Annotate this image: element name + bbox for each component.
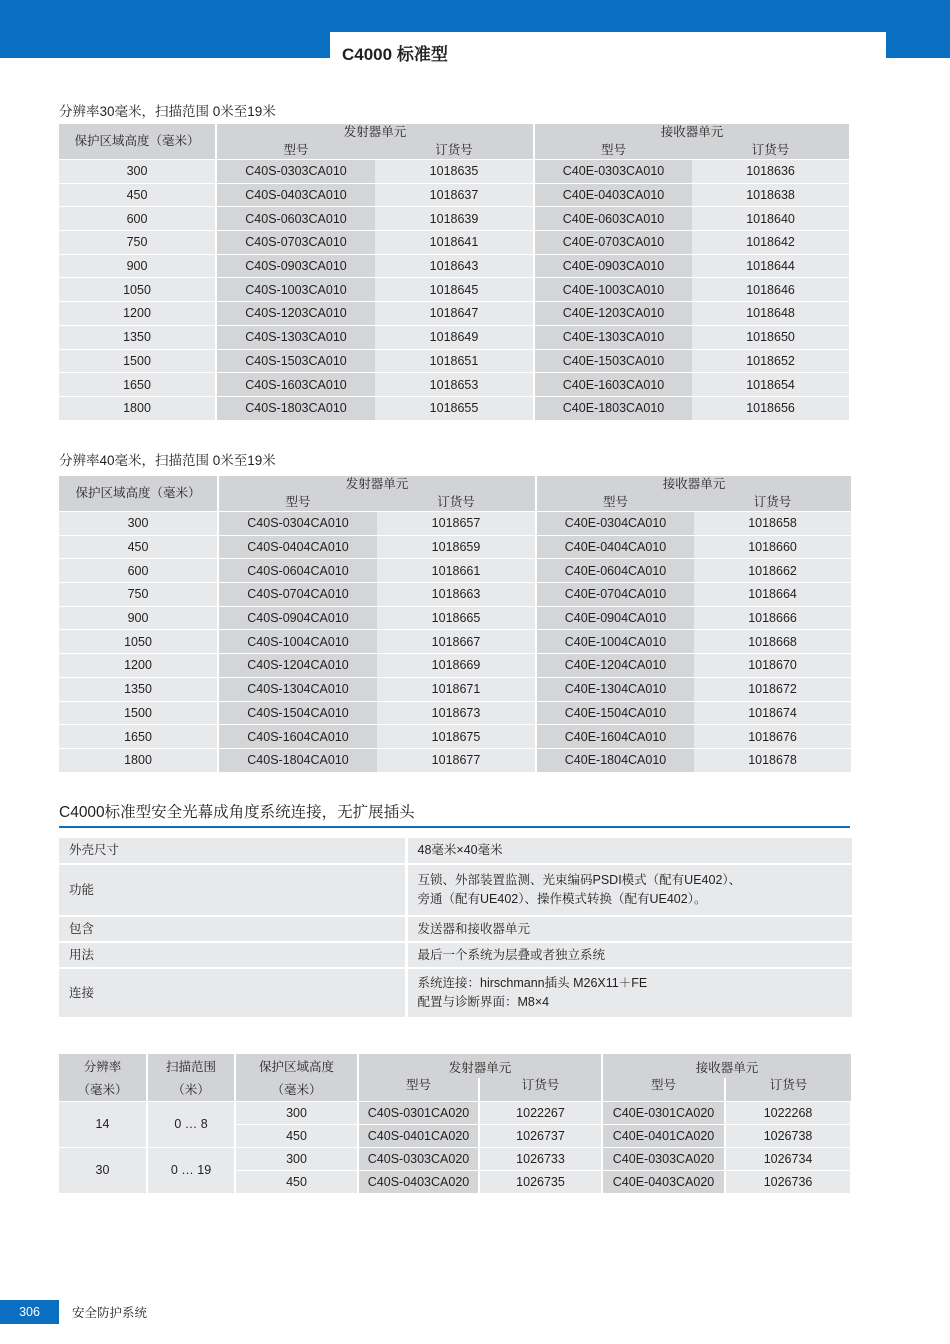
prop-label: 功能 bbox=[59, 864, 406, 916]
receiver-order-cell: 1018652 bbox=[692, 349, 849, 373]
emitter-model-cell: C40S-0404CA010 bbox=[218, 535, 377, 559]
table-row bbox=[59, 396, 849, 419]
order-table-40mm bbox=[59, 476, 851, 772]
emitter-model-header: 型号 bbox=[358, 1078, 479, 1101]
prop-value-line: 最后一个系统为层叠或者独立系统 bbox=[417, 947, 606, 962]
emitter-model-cell: C40S-0703CA010 bbox=[216, 231, 375, 255]
receiver-model-cell: C40E-1303CA010 bbox=[534, 325, 692, 349]
prop-value-line: 互锁、外部装置监测、光束编码PSDI模式（配有UE402）、 bbox=[417, 873, 742, 887]
table-row bbox=[59, 1147, 851, 1170]
receiver-order-header: 订货号 bbox=[692, 141, 849, 160]
height-cell: 1500 bbox=[59, 349, 216, 373]
page-number: 306 bbox=[0, 1300, 59, 1324]
height-cell: 1200 bbox=[59, 654, 218, 678]
emitter-order-cell: 1026737 bbox=[479, 1124, 602, 1147]
emitter-model-cell: C40S-0704CA010 bbox=[218, 583, 377, 607]
receiver-order-cell: 1018664 bbox=[694, 583, 851, 607]
emitter-model-cell: C40S-0403CA020 bbox=[358, 1170, 479, 1193]
table2-body bbox=[59, 512, 851, 772]
receiver-model-cell: C40E-0401CA020 bbox=[602, 1124, 725, 1147]
height-cell: 300 bbox=[235, 1147, 358, 1170]
emitter-order-cell: 1018659 bbox=[377, 535, 536, 559]
receiver-order-cell: 1018646 bbox=[692, 278, 849, 302]
table-row bbox=[59, 231, 849, 255]
height-cell: 300 bbox=[59, 160, 216, 184]
receiver-order-cell: 1018656 bbox=[692, 396, 849, 419]
height-cell: 300 bbox=[235, 1101, 358, 1124]
receiver-model-cell: C40E-1803CA010 bbox=[534, 396, 692, 419]
prop-value bbox=[406, 916, 852, 942]
emitter-model-cell: C40S-1303CA010 bbox=[216, 325, 375, 349]
emitter-order-cell: 1018645 bbox=[375, 278, 534, 302]
table-row bbox=[59, 207, 849, 231]
emitter-order-header: 订货号 bbox=[375, 141, 534, 160]
receiver-model-cell: C40E-0404CA010 bbox=[536, 535, 694, 559]
emitter-order-cell: 1018673 bbox=[377, 701, 536, 725]
emitter-model-cell: C40S-1503CA010 bbox=[216, 349, 375, 373]
prop-label: 外壳尺寸 bbox=[59, 838, 406, 864]
receiver-order-cell: 1018650 bbox=[692, 325, 849, 349]
prop-value-line: 发送器和接收器单元 bbox=[417, 921, 531, 936]
receiver-model-cell: C40E-0303CA010 bbox=[534, 160, 692, 184]
height-cell: 1800 bbox=[59, 396, 216, 419]
height-cell: 450 bbox=[59, 183, 216, 207]
resolution-cell: 14 bbox=[59, 1101, 147, 1147]
emitter-order-header: 订货号 bbox=[377, 493, 536, 512]
height-cell: 450 bbox=[235, 1170, 358, 1193]
receiver-model-cell: C40E-1004CA010 bbox=[536, 630, 694, 654]
emitter-model-cell: C40S-1803CA010 bbox=[216, 396, 375, 419]
receiver-group-header: 接收器单元 bbox=[602, 1054, 851, 1078]
emitter-model-cell: C40S-0303CA020 bbox=[358, 1147, 479, 1170]
table-row bbox=[59, 254, 849, 278]
prop-value bbox=[406, 942, 852, 968]
receiver-order-header: 订货号 bbox=[725, 1078, 851, 1101]
receiver-model-cell: C40E-0301CA020 bbox=[602, 1101, 725, 1124]
emitter-model-cell: C40S-1604CA010 bbox=[218, 725, 377, 749]
receiver-order-cell: 1018668 bbox=[694, 630, 851, 654]
receiver-model-cell: C40E-0603CA010 bbox=[534, 207, 692, 231]
receiver-order-cell: 1018654 bbox=[692, 373, 849, 397]
receiver-order-cell: 1018674 bbox=[694, 701, 851, 725]
emitter-order-cell: 1018675 bbox=[377, 725, 536, 749]
prop-value-line: 配置与诊断界面：M8×4 bbox=[417, 995, 550, 1009]
col-height-header: 保护区域高度 bbox=[235, 1054, 358, 1078]
table-row bbox=[59, 701, 851, 725]
height-cell: 600 bbox=[59, 207, 216, 231]
receiver-model-cell: C40E-0704CA010 bbox=[536, 583, 694, 607]
receiver-model-cell: C40E-0903CA010 bbox=[534, 254, 692, 278]
receiver-model-cell: C40E-1604CA010 bbox=[536, 725, 694, 749]
table-row bbox=[59, 349, 849, 373]
emitter-model-cell: C40S-0604CA010 bbox=[218, 559, 377, 583]
properties-table bbox=[59, 838, 852, 1019]
emitter-model-cell: C40S-0403CA010 bbox=[216, 183, 375, 207]
height-cell: 1050 bbox=[59, 630, 218, 654]
emitter-order-cell: 1018637 bbox=[375, 183, 534, 207]
emitter-order-cell: 1018665 bbox=[377, 606, 536, 630]
col-height-unit: （毫米） bbox=[235, 1078, 358, 1101]
col-range-unit: （米） bbox=[147, 1078, 235, 1101]
receiver-order-header: 订货号 bbox=[694, 493, 851, 512]
resolution-cell: 30 bbox=[59, 1147, 147, 1193]
receiver-model-header: 型号 bbox=[536, 493, 694, 512]
emitter-model-cell: C40S-1603CA010 bbox=[216, 373, 375, 397]
height-cell: 1800 bbox=[59, 748, 218, 771]
table-row bbox=[59, 725, 851, 749]
emitter-order-cell: 1018641 bbox=[375, 231, 534, 255]
receiver-order-cell: 1026738 bbox=[725, 1124, 851, 1147]
emitter-order-cell: 1018649 bbox=[375, 325, 534, 349]
table-row bbox=[59, 583, 851, 607]
emitter-model-cell: C40S-1304CA010 bbox=[218, 677, 377, 701]
emitter-model-cell: C40S-1004CA010 bbox=[218, 630, 377, 654]
height-cell: 450 bbox=[235, 1124, 358, 1147]
table-row bbox=[59, 630, 851, 654]
emitter-order-cell: 1018647 bbox=[375, 302, 534, 326]
receiver-order-cell: 1018662 bbox=[694, 559, 851, 583]
footer-section: 安全防护系统 bbox=[72, 1306, 148, 1320]
table-row bbox=[59, 160, 849, 184]
emitter-model-cell: C40S-0303CA010 bbox=[216, 160, 375, 184]
receiver-order-cell: 1018636 bbox=[692, 160, 849, 184]
height-cell: 1350 bbox=[59, 325, 216, 349]
table-row bbox=[59, 677, 851, 701]
emitter-order-cell: 1018653 bbox=[375, 373, 534, 397]
height-cell: 450 bbox=[59, 535, 218, 559]
heading-rule bbox=[59, 826, 850, 828]
emitter-order-cell: 1018663 bbox=[377, 583, 536, 607]
height-cell: 300 bbox=[59, 512, 218, 536]
emitter-model-header: 型号 bbox=[218, 493, 377, 512]
receiver-order-cell: 1018676 bbox=[694, 725, 851, 749]
receiver-group-header: 接收器单元 bbox=[534, 124, 849, 141]
table2-caption: 分辨率40毫米，扫描范围 0米至19米 bbox=[59, 453, 276, 468]
table-row bbox=[59, 559, 851, 583]
receiver-model-cell: C40E-1603CA010 bbox=[534, 373, 692, 397]
emitter-order-cell: 1026733 bbox=[479, 1147, 602, 1170]
height-cell: 1200 bbox=[59, 302, 216, 326]
emitter-order-header: 订货号 bbox=[479, 1078, 602, 1101]
receiver-model-cell: C40E-1503CA010 bbox=[534, 349, 692, 373]
emitter-order-cell: 1018651 bbox=[375, 349, 534, 373]
receiver-model-cell: C40E-0304CA010 bbox=[536, 512, 694, 536]
receiver-model-header: 型号 bbox=[534, 141, 692, 160]
height-cell: 1650 bbox=[59, 725, 218, 749]
height-cell: 750 bbox=[59, 583, 218, 607]
receiver-model-cell: C40E-0604CA010 bbox=[536, 559, 694, 583]
title-tab bbox=[330, 32, 886, 64]
receiver-model-cell: C40E-1204CA010 bbox=[536, 654, 694, 678]
receiver-order-cell: 1018640 bbox=[692, 207, 849, 231]
receiver-order-cell: 1026736 bbox=[725, 1170, 851, 1193]
range-cell: 0 … 8 bbox=[147, 1101, 235, 1147]
emitter-order-cell: 1018643 bbox=[375, 254, 534, 278]
angle-order-table bbox=[59, 1054, 852, 1193]
prop-value bbox=[406, 968, 852, 1018]
receiver-order-cell: 1018644 bbox=[692, 254, 849, 278]
table-row bbox=[59, 748, 851, 771]
col-res-header: 分辨率 bbox=[59, 1054, 147, 1078]
receiver-group-header: 接收器单元 bbox=[536, 476, 851, 493]
emitter-order-cell: 1018669 bbox=[377, 654, 536, 678]
table-row bbox=[59, 278, 849, 302]
receiver-order-cell: 1018678 bbox=[694, 748, 851, 771]
emitter-model-cell: C40S-0903CA010 bbox=[216, 254, 375, 278]
receiver-order-cell: 1018660 bbox=[694, 535, 851, 559]
receiver-order-cell: 1018666 bbox=[694, 606, 851, 630]
prop-value-line: 系统连接：hirschmann插头 M26X11＋FE bbox=[417, 976, 648, 990]
emitter-model-cell: C40S-1204CA010 bbox=[218, 654, 377, 678]
height-cell: 1350 bbox=[59, 677, 218, 701]
prop-value bbox=[406, 838, 852, 864]
emitter-order-cell: 1018635 bbox=[375, 160, 534, 184]
receiver-model-cell: C40E-1804CA010 bbox=[536, 748, 694, 771]
emitter-model-cell: C40S-1003CA010 bbox=[216, 278, 375, 302]
table-row bbox=[59, 535, 851, 559]
emitter-order-cell: 1018661 bbox=[377, 559, 536, 583]
emitter-order-cell: 1018639 bbox=[375, 207, 534, 231]
receiver-model-cell: C40E-0403CA010 bbox=[534, 183, 692, 207]
angle-section-heading: C4000标准型安全光幕成角度系统连接，无扩展插头 bbox=[59, 804, 415, 821]
prop-value bbox=[406, 864, 852, 916]
table-row bbox=[59, 1101, 851, 1124]
emitter-model-cell: C40S-0304CA010 bbox=[218, 512, 377, 536]
receiver-order-cell: 1018658 bbox=[694, 512, 851, 536]
height-cell: 750 bbox=[59, 231, 216, 255]
receiver-model-cell: C40E-0904CA010 bbox=[536, 606, 694, 630]
emitter-model-cell: C40S-1804CA010 bbox=[218, 748, 377, 771]
emitter-model-cell: C40S-0603CA010 bbox=[216, 207, 375, 231]
table-row bbox=[59, 606, 851, 630]
receiver-model-cell: C40E-1504CA010 bbox=[536, 701, 694, 725]
emitter-model-cell: C40S-0301CA020 bbox=[358, 1101, 479, 1124]
table-row bbox=[59, 654, 851, 678]
angle-table-body bbox=[59, 1101, 851, 1193]
receiver-model-cell: C40E-0703CA010 bbox=[534, 231, 692, 255]
table1-body bbox=[59, 160, 849, 420]
col-height-header: 保护区域高度（毫米） bbox=[59, 476, 218, 512]
height-cell: 900 bbox=[59, 254, 216, 278]
emitter-order-cell: 1022267 bbox=[479, 1101, 602, 1124]
col-range-header: 扫描范围 bbox=[147, 1054, 235, 1078]
emitter-model-cell: C40S-1203CA010 bbox=[216, 302, 375, 326]
emitter-group-header: 发射器单元 bbox=[358, 1054, 602, 1078]
receiver-model-cell: C40E-1304CA010 bbox=[536, 677, 694, 701]
receiver-model-cell: C40E-0303CA020 bbox=[602, 1147, 725, 1170]
height-cell: 1050 bbox=[59, 278, 216, 302]
emitter-model-header: 型号 bbox=[216, 141, 375, 160]
receiver-order-cell: 1018670 bbox=[694, 654, 851, 678]
receiver-order-cell: 1018672 bbox=[694, 677, 851, 701]
receiver-model-cell: C40E-0403CA020 bbox=[602, 1170, 725, 1193]
emitter-model-cell: C40S-0904CA010 bbox=[218, 606, 377, 630]
receiver-order-cell: 1026734 bbox=[725, 1147, 851, 1170]
table-row bbox=[59, 373, 849, 397]
prop-value-line: 旁通（配有UE402）、操作模式转换（配有UE402）。 bbox=[417, 892, 707, 906]
receiver-order-cell: 1018642 bbox=[692, 231, 849, 255]
page-title: C4000 标准型 bbox=[342, 45, 448, 64]
emitter-order-cell: 1018667 bbox=[377, 630, 536, 654]
prop-label: 连接 bbox=[59, 968, 406, 1018]
receiver-model-cell: C40E-1203CA010 bbox=[534, 302, 692, 326]
receiver-model-header: 型号 bbox=[602, 1078, 725, 1101]
emitter-model-cell: C40S-1504CA010 bbox=[218, 701, 377, 725]
emitter-group-header: 发射器单元 bbox=[216, 124, 534, 141]
receiver-model-cell: C40E-1003CA010 bbox=[534, 278, 692, 302]
emitter-model-cell: C40S-0401CA020 bbox=[358, 1124, 479, 1147]
receiver-order-cell: 1022268 bbox=[725, 1101, 851, 1124]
table-row bbox=[59, 302, 849, 326]
col-height-header: 保护区域高度（毫米） bbox=[59, 124, 216, 160]
emitter-order-cell: 1018671 bbox=[377, 677, 536, 701]
height-cell: 900 bbox=[59, 606, 218, 630]
height-cell: 1650 bbox=[59, 373, 216, 397]
table-row bbox=[59, 325, 849, 349]
range-cell: 0 … 19 bbox=[147, 1147, 235, 1193]
order-table-30mm bbox=[59, 124, 849, 420]
prop-label: 用法 bbox=[59, 942, 406, 968]
receiver-order-cell: 1018648 bbox=[692, 302, 849, 326]
emitter-order-cell: 1018655 bbox=[375, 396, 534, 419]
emitter-order-cell: 1026735 bbox=[479, 1170, 602, 1193]
table-row bbox=[59, 512, 851, 536]
emitter-order-cell: 1018677 bbox=[377, 748, 536, 771]
height-cell: 600 bbox=[59, 559, 218, 583]
emitter-group-header: 发射器单元 bbox=[218, 476, 536, 493]
table1-caption: 分辨率30毫米，扫描范围 0米至19米 bbox=[59, 104, 276, 119]
prop-value-line: 48毫米×40毫米 bbox=[417, 843, 503, 857]
table-row bbox=[59, 183, 849, 207]
height-cell: 1500 bbox=[59, 701, 218, 725]
prop-label: 包含 bbox=[59, 916, 406, 942]
receiver-order-cell: 1018638 bbox=[692, 183, 849, 207]
col-res-unit: （毫米） bbox=[59, 1078, 147, 1101]
emitter-order-cell: 1018657 bbox=[377, 512, 536, 536]
